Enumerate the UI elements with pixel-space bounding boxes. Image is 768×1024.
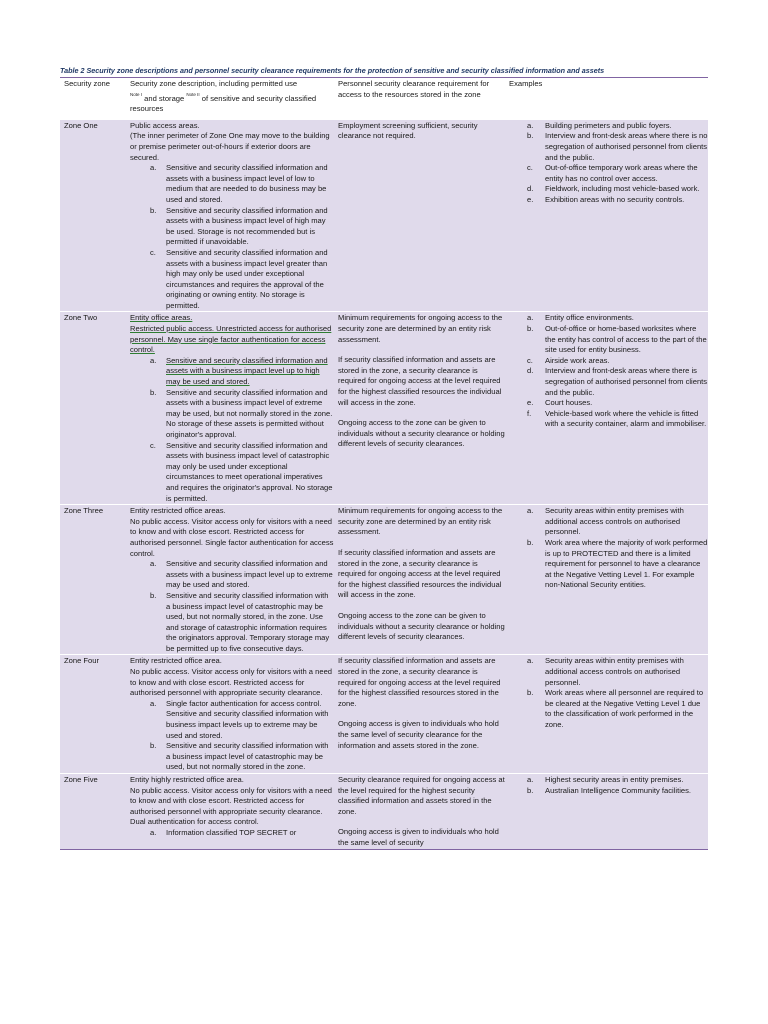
list-marker: a.: [527, 506, 534, 516]
example-text: Work areas where all personnel are required to be cleared at the Negative Vetting Level 1 due to the classification of work performed in the zone.: [545, 688, 704, 730]
header-security-zone: Security zone: [60, 78, 126, 119]
description-list-item: [130, 699, 334, 741]
description-list-item: [130, 163, 334, 205]
example-text: Interview and front-desk areas where there is no segregation of authorised personnel from clients and the public.: [545, 131, 708, 162]
list-marker: c.: [527, 355, 533, 365]
zone-name: Zone Four: [60, 655, 126, 774]
list-marker: e.: [527, 398, 534, 408]
example-text: Australian Intelligence Community facilities.: [545, 785, 692, 795]
zone-clearance: [334, 505, 505, 655]
zone-row: [60, 312, 708, 505]
example-text: Interview and front-desk areas where there is segregation of authorised personnel from clients and the public.: [545, 366, 708, 397]
description-list: [130, 163, 334, 311]
example-item: [509, 775, 708, 786]
header-examples: Examples: [505, 78, 708, 119]
list-text: Sensitive and security classified information with a business impact level of catastrophic may be used, but not normally stored in the zone.: [166, 741, 329, 772]
example-item: [509, 506, 708, 538]
examples-list: [509, 121, 708, 206]
security-zone-table: [60, 78, 708, 119]
description-line: Entity highly restricted office area.: [130, 775, 244, 784]
clearance-paragraph: Security clearance required for ongoing access at the level required for the highest security classified information and assets stored in the zone.: [338, 775, 505, 816]
example-item: [509, 656, 708, 688]
description-line: Entity restricted office areas.: [130, 506, 226, 516]
zones-body: [60, 119, 708, 850]
paragraph-gap: [338, 408, 505, 418]
description-list: [130, 699, 334, 773]
zone-name: Zone Three: [60, 505, 126, 655]
list-text: Sensitive and security classified information and assets with a business impact level of low to medium that are needed to do business may be used and stored.: [166, 163, 328, 204]
list-marker: b.: [527, 537, 534, 547]
example-item: [509, 688, 708, 730]
paragraph-gap: [338, 817, 505, 827]
example-text: Highest security areas in entity premises.: [545, 775, 684, 784]
list-marker: d.: [527, 184, 534, 194]
zone-name: Zone One: [60, 119, 126, 312]
list-marker: b.: [150, 741, 157, 751]
example-text: Building perimeters and public foyers.: [545, 120, 672, 130]
example-item: [509, 313, 708, 324]
example-item: [509, 409, 708, 430]
table-header-row: [60, 78, 708, 119]
zone-examples: [505, 655, 708, 774]
example-item: [509, 786, 708, 797]
list-marker: b.: [527, 324, 534, 334]
table-caption: Table 2 Security zone descriptions and personnel security clearance requirements for the protection of sensitive and security classified information and assets: [60, 66, 708, 78]
clearance-paragraph: If security classified information and assets are stored in the zone, a security clearance is required for ongoing access at the level required for the highest classified resources the individual will access in the zone.: [338, 355, 502, 407]
clearance-paragraph: Ongoing access is given to individuals who hold the same level of security clearance for the information and assets stored in the zone.: [338, 719, 499, 750]
example-text: Fieldwork, including most vehicle-based work.: [545, 184, 700, 194]
description-list-item: [130, 441, 334, 505]
zone-name: Zone Five: [60, 774, 126, 850]
list-text: Single factor authentication for access control. Sensitive and security classified information with business impact levels up to extreme may be used and stored.: [166, 698, 329, 740]
examples-list: [509, 313, 708, 430]
zone-clearance: [334, 774, 505, 850]
list-text: Sensitive and security classified information and assets with a business impact level of extreme may be used, but not normally stored in the zone. No storage of these assets is permitted without originator's approval.: [166, 387, 333, 439]
example-text: Airside work areas.: [545, 355, 610, 365]
description-list-item: [130, 356, 334, 388]
list-text: Sensitive and security classified information and assets with a business impact level of high may be used. Storage is not recommended but is permitted if unavoidable.: [166, 205, 328, 247]
list-text: Information classified TOP SECRET or: [166, 827, 297, 837]
zone-description: [126, 119, 334, 312]
description-list-item: [130, 741, 334, 773]
zone-row: [60, 505, 708, 655]
zone-row: [60, 655, 708, 774]
list-marker: a.: [150, 559, 157, 569]
list-marker: a.: [150, 698, 157, 708]
zone-description: [126, 774, 334, 850]
zone-examples: [505, 312, 708, 505]
list-marker: a.: [527, 120, 534, 130]
example-text: Out-of-office or home-based worksites where the entity has control of access to the part of the site used for entity business.: [545, 324, 707, 355]
list-marker: c.: [150, 440, 156, 450]
list-marker: a.: [527, 656, 534, 666]
list-text: Sensitive and security classified information and assets with a business impact level up to extreme may be used and stored.: [166, 559, 333, 590]
list-text: Sensitive and security classified information and assets with a business impact level greater than high may only be used under exceptional circumstances and requires the approval of the originating or owning entity. No storage is permitted.: [166, 247, 328, 310]
examples-list: [509, 506, 708, 591]
examples-list: [509, 656, 708, 730]
description-list: [130, 559, 334, 654]
list-marker: c.: [150, 247, 156, 257]
description-list-item: [130, 591, 334, 655]
description-list: [130, 828, 334, 839]
list-marker: f.: [527, 408, 532, 418]
example-text: Exhibition areas with no security controls.: [545, 194, 685, 204]
example-item: [509, 366, 708, 398]
paragraph-gap: [338, 538, 505, 548]
list-marker: b.: [150, 590, 157, 600]
example-item: [509, 324, 708, 356]
zone-clearance: [334, 655, 505, 774]
list-marker: a.: [150, 827, 157, 837]
clearance-paragraph: Ongoing access to the zone can be given to individuals without a security clearance or holding different levels of security clearances.: [338, 610, 505, 642]
clearance-paragraph: If security classified information and assets are stored in the zone, a security clearance is required for ongoing access at the level required for the highest classified resources stored in the zone.: [338, 656, 501, 708]
clearance-paragraph: If security classified information and assets are stored in the zone, a security clearance is required for ongoing access at the level required for the highest classified resources the individual will access in the zone.: [338, 547, 502, 600]
header-zone-description: Security zone description, including permitted use $^{Note I}$ and storage $^{Note II}$ of sensitive and security classified resources: [126, 78, 334, 119]
example-text: Security areas within entity premises with additional access controls on authorised personnel.: [545, 656, 684, 687]
description-list-item: [130, 828, 334, 839]
example-text: Out-of-office temporary work areas where the entity has no control over access.: [545, 163, 698, 183]
list-marker: c.: [527, 163, 533, 173]
description-line: No public access. Visitor access only for visitors with a need to know and with close escort. Restricted access for authorised personnel. Single factor authentication for access control.: [130, 516, 334, 558]
list-marker: a.: [527, 775, 534, 784]
zone-examples: [505, 119, 708, 312]
description-line: Entity restricted office area.: [130, 656, 222, 666]
description-line: No public access. Visitor access only for visitors with a need to know and with close escort. Restricted access for authorised personnel with appropriate security clearance.: [130, 667, 333, 698]
zone-description: [126, 655, 334, 774]
zone-examples: [505, 505, 708, 655]
document-page: [60, 66, 708, 850]
description-list-item: [130, 248, 334, 312]
zone-row: [60, 119, 708, 312]
description-list: [130, 356, 334, 504]
description-line: Public access areas.: [130, 120, 200, 130]
list-text: Sensitive and security classified information and assets with business impact level of catastrophic may only be used under exceptional circumstances to meet operational imperatives and requires the originator's approval. No storage is permitted.: [166, 440, 333, 503]
zone-name: Zone Two: [60, 312, 126, 505]
zone-clearance: [334, 119, 505, 312]
description-list-item: [130, 206, 334, 248]
zone-row: [60, 774, 708, 850]
list-marker: b.: [150, 387, 157, 397]
description-line: Entity office areas.: [130, 313, 193, 323]
zone-description: [126, 312, 334, 505]
example-item: [509, 195, 708, 206]
example-item: [509, 121, 708, 132]
note-ii-marker: Note II: [186, 91, 200, 97]
paragraph-gap: [338, 345, 505, 355]
example-text: Work area where the majority of work performed is up to PROTECTED and there is a limited requirement for personnel to have a clearance at the Negative Vetting Level 1. For example non-National Security entities.: [545, 537, 708, 590]
list-marker: e.: [527, 194, 534, 204]
example-item: [509, 538, 708, 591]
description-line: Restricted public access. Unrestricted access for authorised personnel. May use single factor authentication for access control.: [130, 324, 332, 355]
list-marker: d.: [527, 366, 534, 376]
note-i-marker: Note I: [130, 91, 143, 97]
example-text: Court houses.: [545, 398, 593, 408]
example-item: [509, 356, 708, 367]
list-marker: a.: [527, 313, 534, 323]
clearance-paragraph: Ongoing access to the zone can be given to individuals without a security clearance or holding different levels of security clearances.: [338, 418, 505, 449]
examples-list: [509, 775, 708, 796]
description-line: No public access. Visitor access only for visitors with a need to know and with close escort. Restricted access for authorised personnel with appropriate security clearance. Dual authentication for access control.: [130, 785, 333, 827]
list-text: Sensitive and security classified information and assets with a business impact level up to high may be used and stored.: [166, 355, 328, 387]
header-clearance-requirement: Personnel security clearance requirement for access to the resources stored in the zone: [334, 78, 505, 119]
zone-clearance: [334, 312, 505, 505]
example-item: [509, 398, 708, 409]
clearance-paragraph: Employment screening sufficient, security clearance not required.: [338, 120, 478, 141]
zone-description: [126, 505, 334, 655]
example-item: [509, 163, 708, 184]
list-marker: a.: [150, 355, 157, 365]
description-list-item: [130, 388, 334, 441]
paragraph-gap: [338, 601, 505, 611]
list-marker: b.: [150, 205, 157, 215]
description-list-item: [130, 559, 334, 591]
list-marker: a.: [150, 163, 157, 173]
list-marker: b.: [527, 688, 534, 698]
list-marker: b.: [527, 131, 534, 141]
description-line: (The inner perimeter of Zone One may move to the building or premise perimeter out-of-hours if exterior doors are secured.: [130, 131, 330, 162]
example-text: Security areas within entity premises with additional access controls on authorised personnel.: [545, 506, 684, 537]
clearance-paragraph: Minimum requirements for ongoing access to the security zone are determined by an entity risk assessment.: [338, 313, 503, 344]
example-item: [509, 184, 708, 195]
list-marker: b.: [527, 785, 534, 795]
example-item: [509, 131, 708, 163]
example-text: Vehicle-based work where the vehicle is fitted with a security container, alarm and immobiliser.: [545, 408, 707, 429]
clearance-paragraph: Minimum requirements for ongoing access to the security zone are determined by an entity risk assessment.: [338, 506, 503, 537]
example-text: Entity office environments.: [545, 313, 634, 323]
zone-examples: [505, 774, 708, 850]
clearance-paragraph: Ongoing access is given to individuals who hold the same level of security: [338, 827, 499, 847]
paragraph-gap: [338, 709, 505, 719]
list-text: Sensitive and security classified information with a business impact level of catastrophic may be used, but not normally stored, in the zone. Use and storage of catastrophic information requires the originators approval. Temporary storage may be permitted up to five consecutive days.: [166, 590, 330, 653]
